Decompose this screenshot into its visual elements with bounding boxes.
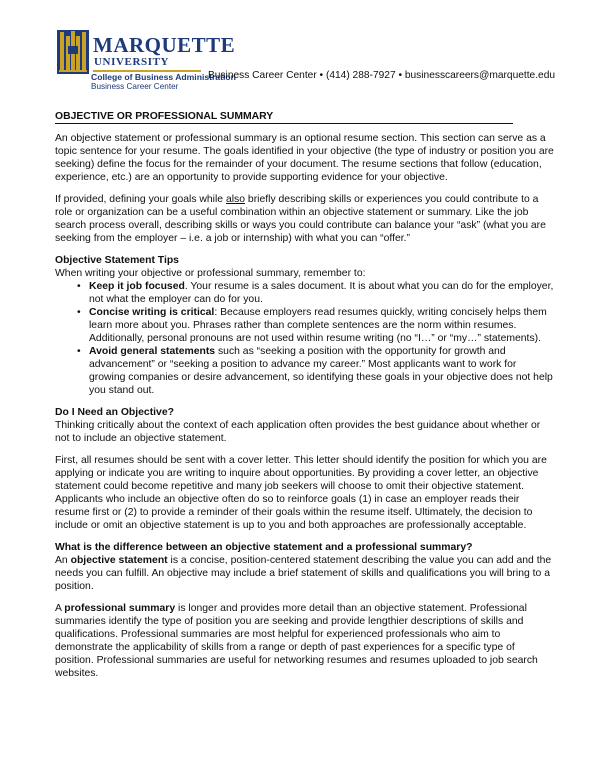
intro-p2-text-b: briefly describing skills or experiences you could contribute to a role or organization can be a useful combination within an objective statement or summary. Like the job search process overall, describing skills or ways you could contribute can balance your “ask” (what you are seeking from the employer – i.e. a job or internship) with what you can “offer.” [55,194,546,244]
page-title: OBJECTIVE OR PROFESSIONAL SUMMARY [55,110,513,124]
diff-p1-bold: objective statement [70,555,168,566]
tips-lead: When writing your objective or professional summary, remember to: [55,268,366,279]
diff-p2-text-a: A [55,603,65,614]
need-objective-heading: Do I Need an Objective? [55,407,174,418]
difference-heading: What is the difference between an objective statement and a professional summary? [55,542,473,553]
list-item [55,306,555,345]
university-name: MARQUETTE [93,33,236,57]
diff-p2-text-b: is longer and provides more detail than an objective statement. Professional summaries identify the type of position you are seeking and provide lengthier descriptions of skills and qualifications. Professional summaries are most helpful for experienced professionals who aim to demonstrate the applicability of skills from a range or depth of past experiences for a specific type of position. Professional summaries are useful for networking resumes and resumes uploaded to job search websites. [55,603,538,679]
document-body [55,110,555,680]
difference-paragraph-2 [55,602,555,680]
intro-p2-text-a: If provided, defining your goals while [55,194,226,205]
tips-heading: Objective Statement Tips [55,255,179,266]
bullet-icon: • [77,346,81,357]
bullet-icon: • [77,281,81,292]
college-name: College of Business Administration [91,72,236,82]
list-item [55,345,555,397]
university-subtitle: UNIVERSITY [94,56,170,68]
difference-paragraph-1 [55,554,555,593]
letterhead [57,30,577,92]
bullet-icon: • [77,307,81,318]
tip-bold: Avoid general statements [89,346,216,357]
tip-bold: Keep it job focused [89,281,185,292]
diff-p2-bold: professional summary [64,603,176,614]
diff-p1-text-a: An [55,555,71,566]
contact-line: Business Career Center • (414) 288-7927 • businesscareers@marquette.edu [208,70,556,81]
tip-text: such as “seeking a position with the opportunity for growth and advancement” or “seeking a position to advance my career.” Most applicants want to work for growing companies or desire advancement, so identifying these goals in your objective does not help you stand out. [89,346,553,396]
need-paragraph-1: Thinking critically about the context of each application often provides the best guidance about whether or not to include an objective statement. [55,420,541,444]
tip-text: . Your resume is a sales document. It is about what you can do for the employer, not what the employer can do for you. [89,281,554,305]
intro-paragraph-2 [55,193,555,245]
list-item [55,280,555,306]
university-tower-logo-icon [57,30,89,74]
intro-paragraph-1: An objective statement or professional summary is an optional resume section. This section can serve as a topic sentence for your resume. The goals identified in your objective (the type of industry or position you are seeking) define the focus for the remainder of your document. The resume sections that follow (education, experience, etc.) are an opportunity to provide supporting evidence for your objective. [55,133,554,183]
tip-bold: Concise writing is critical [89,307,215,318]
need-paragraph-2: First, all resumes should be sent with a cover letter. This letter should identify the position for which you are applying or indicate you are writing to inquire about opportunities. By providing a cover letter, an objective statement could become repetitive and many job seekers will choose to omit their objective statement. Applicants who include an objective often do so to reinforce goals (1) in case an employer reads their resume first or (2) to provide a reminder of their goals within the resume itself. Ultimately, the decision to include or omit an objective statement is up to you and both approaches are professionally acceptable. [55,455,547,531]
tips-list [55,280,555,397]
tip-text: : Because employers read resumes quickly, writing concisely helps them learn more about you. Phrases rather than complete sentences are the norm within resumes. Additionally, personal pronouns are not used within resume writing (no “I…” or “my…” statements). [89,307,547,344]
intro-p2-underlined: also [225,194,246,205]
diff-p1-text-b: is a concise, position-centered statement describing the value you can add and the needs you can fulfill. An objective may include a brief statement of skills and qualifications you will bring to a position. [55,555,552,592]
center-name-small: Business Career Center [91,82,179,91]
